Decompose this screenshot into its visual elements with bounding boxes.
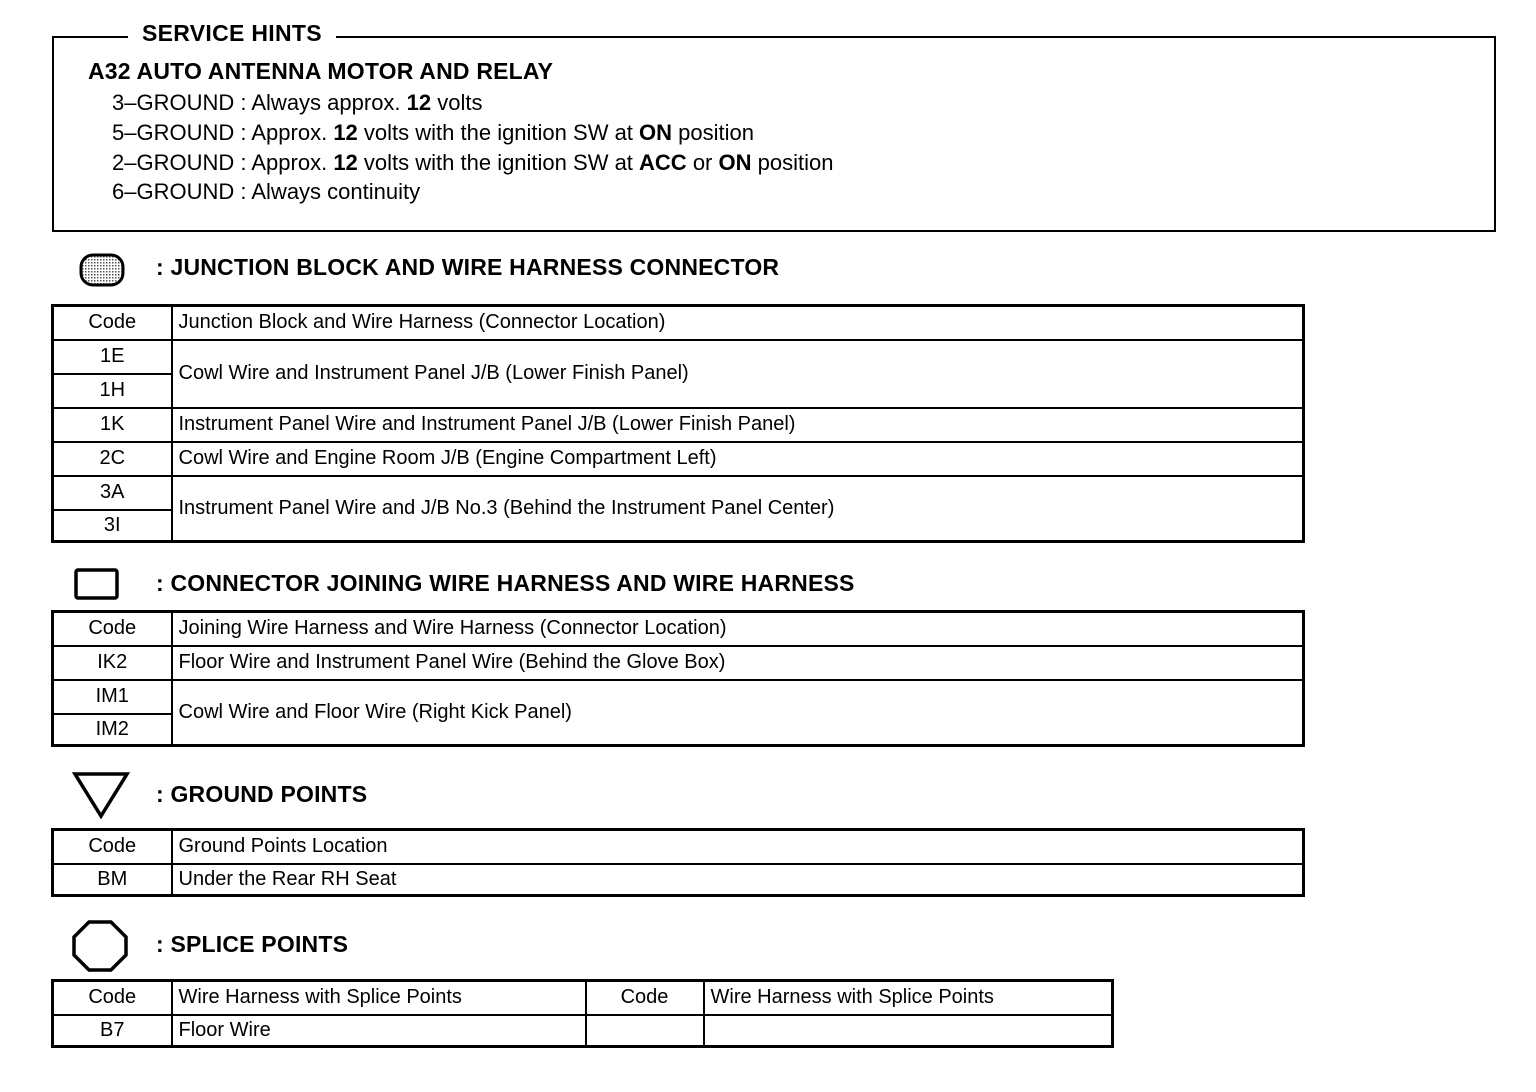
cell-desc: Floor Wire and Instrument Panel Wire (Behind the Glove Box) [172, 646, 1304, 680]
cell-desc: Instrument Panel Wire and Instrument Panel J/B (Lower Finish Panel) [172, 408, 1304, 442]
octagon-icon [70, 918, 130, 974]
cell-desc: Cowl Wire and Floor Wire (Right Kick Panel) [172, 680, 1304, 746]
cell-code: 1H [53, 374, 172, 408]
cell-code: IM1 [53, 680, 172, 714]
cell-desc: Floor Wire [172, 1015, 586, 1047]
table-row [53, 442, 1304, 476]
connector-table [51, 610, 1305, 747]
table-header-row [53, 612, 1304, 646]
table-header-row [53, 981, 1113, 1015]
cell-code: 2C [53, 442, 172, 476]
table-row [53, 476, 1304, 510]
table-row [53, 864, 1304, 896]
table-row [53, 340, 1304, 374]
splice-table [51, 979, 1114, 1048]
header-code: Code [53, 306, 172, 340]
rectangle-icon [72, 566, 122, 602]
cell-code: IM2 [53, 714, 172, 746]
service-hints-title: SERVICE HINTS [128, 20, 336, 47]
junction-table [51, 304, 1305, 543]
header-desc: Wire Harness with Splice Points [172, 981, 586, 1015]
cell-code: 1E [53, 340, 172, 374]
down-triangle-icon [70, 770, 132, 820]
cell-code: IK2 [53, 646, 172, 680]
hint-line: 2–GROUND : Approx. 12 volts with the ignition SW at ACC or ON position [112, 150, 834, 175]
cell-desc: Under the Rear RH Seat [172, 864, 1304, 896]
cell-code: 3I [53, 510, 172, 542]
header-desc: Wire Harness with Splice Points [704, 981, 1113, 1015]
cell-code: B7 [53, 1015, 172, 1047]
header-desc: Ground Points Location [172, 830, 1304, 864]
table-row [53, 1015, 1113, 1047]
header-code: Code [586, 981, 704, 1015]
cell-code: BM [53, 864, 172, 896]
cell-desc: Cowl Wire and Engine Room J/B (Engine Compartment Left) [172, 442, 1304, 476]
hint-line: 5–GROUND : Approx. 12 volts with the ignition SW at ON position [112, 120, 754, 145]
cell-desc: Cowl Wire and Instrument Panel J/B (Lower Finish Panel) [172, 340, 1304, 408]
header-code: Code [53, 830, 172, 864]
cell-code: 1K [53, 408, 172, 442]
rounded-hatched-box-icon [76, 250, 130, 290]
hint-line: 6–GROUND : Always continuity [112, 179, 421, 204]
cell-desc [704, 1015, 1113, 1047]
hint-line: 3–GROUND : Always approx. 12 volts [112, 90, 483, 115]
header-code: Code [53, 981, 172, 1015]
junction-section-title: : JUNCTION BLOCK AND WIRE HARNESS CONNECTOR [156, 254, 780, 280]
service-hints-heading: A32 AUTO ANTENNA MOTOR AND RELAY [88, 58, 554, 84]
header-desc: Junction Block and Wire Harness (Connector Location) [172, 306, 1304, 340]
splice-section-title: : SPLICE POINTS [156, 931, 349, 957]
ground-section-title: : GROUND POINTS [156, 781, 368, 807]
table-row [53, 646, 1304, 680]
header-desc: Joining Wire Harness and Wire Harness (Connector Location) [172, 612, 1304, 646]
cell-desc: Instrument Panel Wire and J/B No.3 (Behind the Instrument Panel Center) [172, 476, 1304, 542]
table-header-row [53, 830, 1304, 864]
cell-code [586, 1015, 704, 1047]
table-row [53, 680, 1304, 714]
connector-section-title: : CONNECTOR JOINING WIRE HARNESS AND WIRE HARNESS [156, 570, 855, 596]
header-code: Code [53, 612, 172, 646]
table-header-row [53, 306, 1304, 340]
table-row [53, 408, 1304, 442]
cell-code: 3A [53, 476, 172, 510]
ground-table [51, 828, 1305, 897]
